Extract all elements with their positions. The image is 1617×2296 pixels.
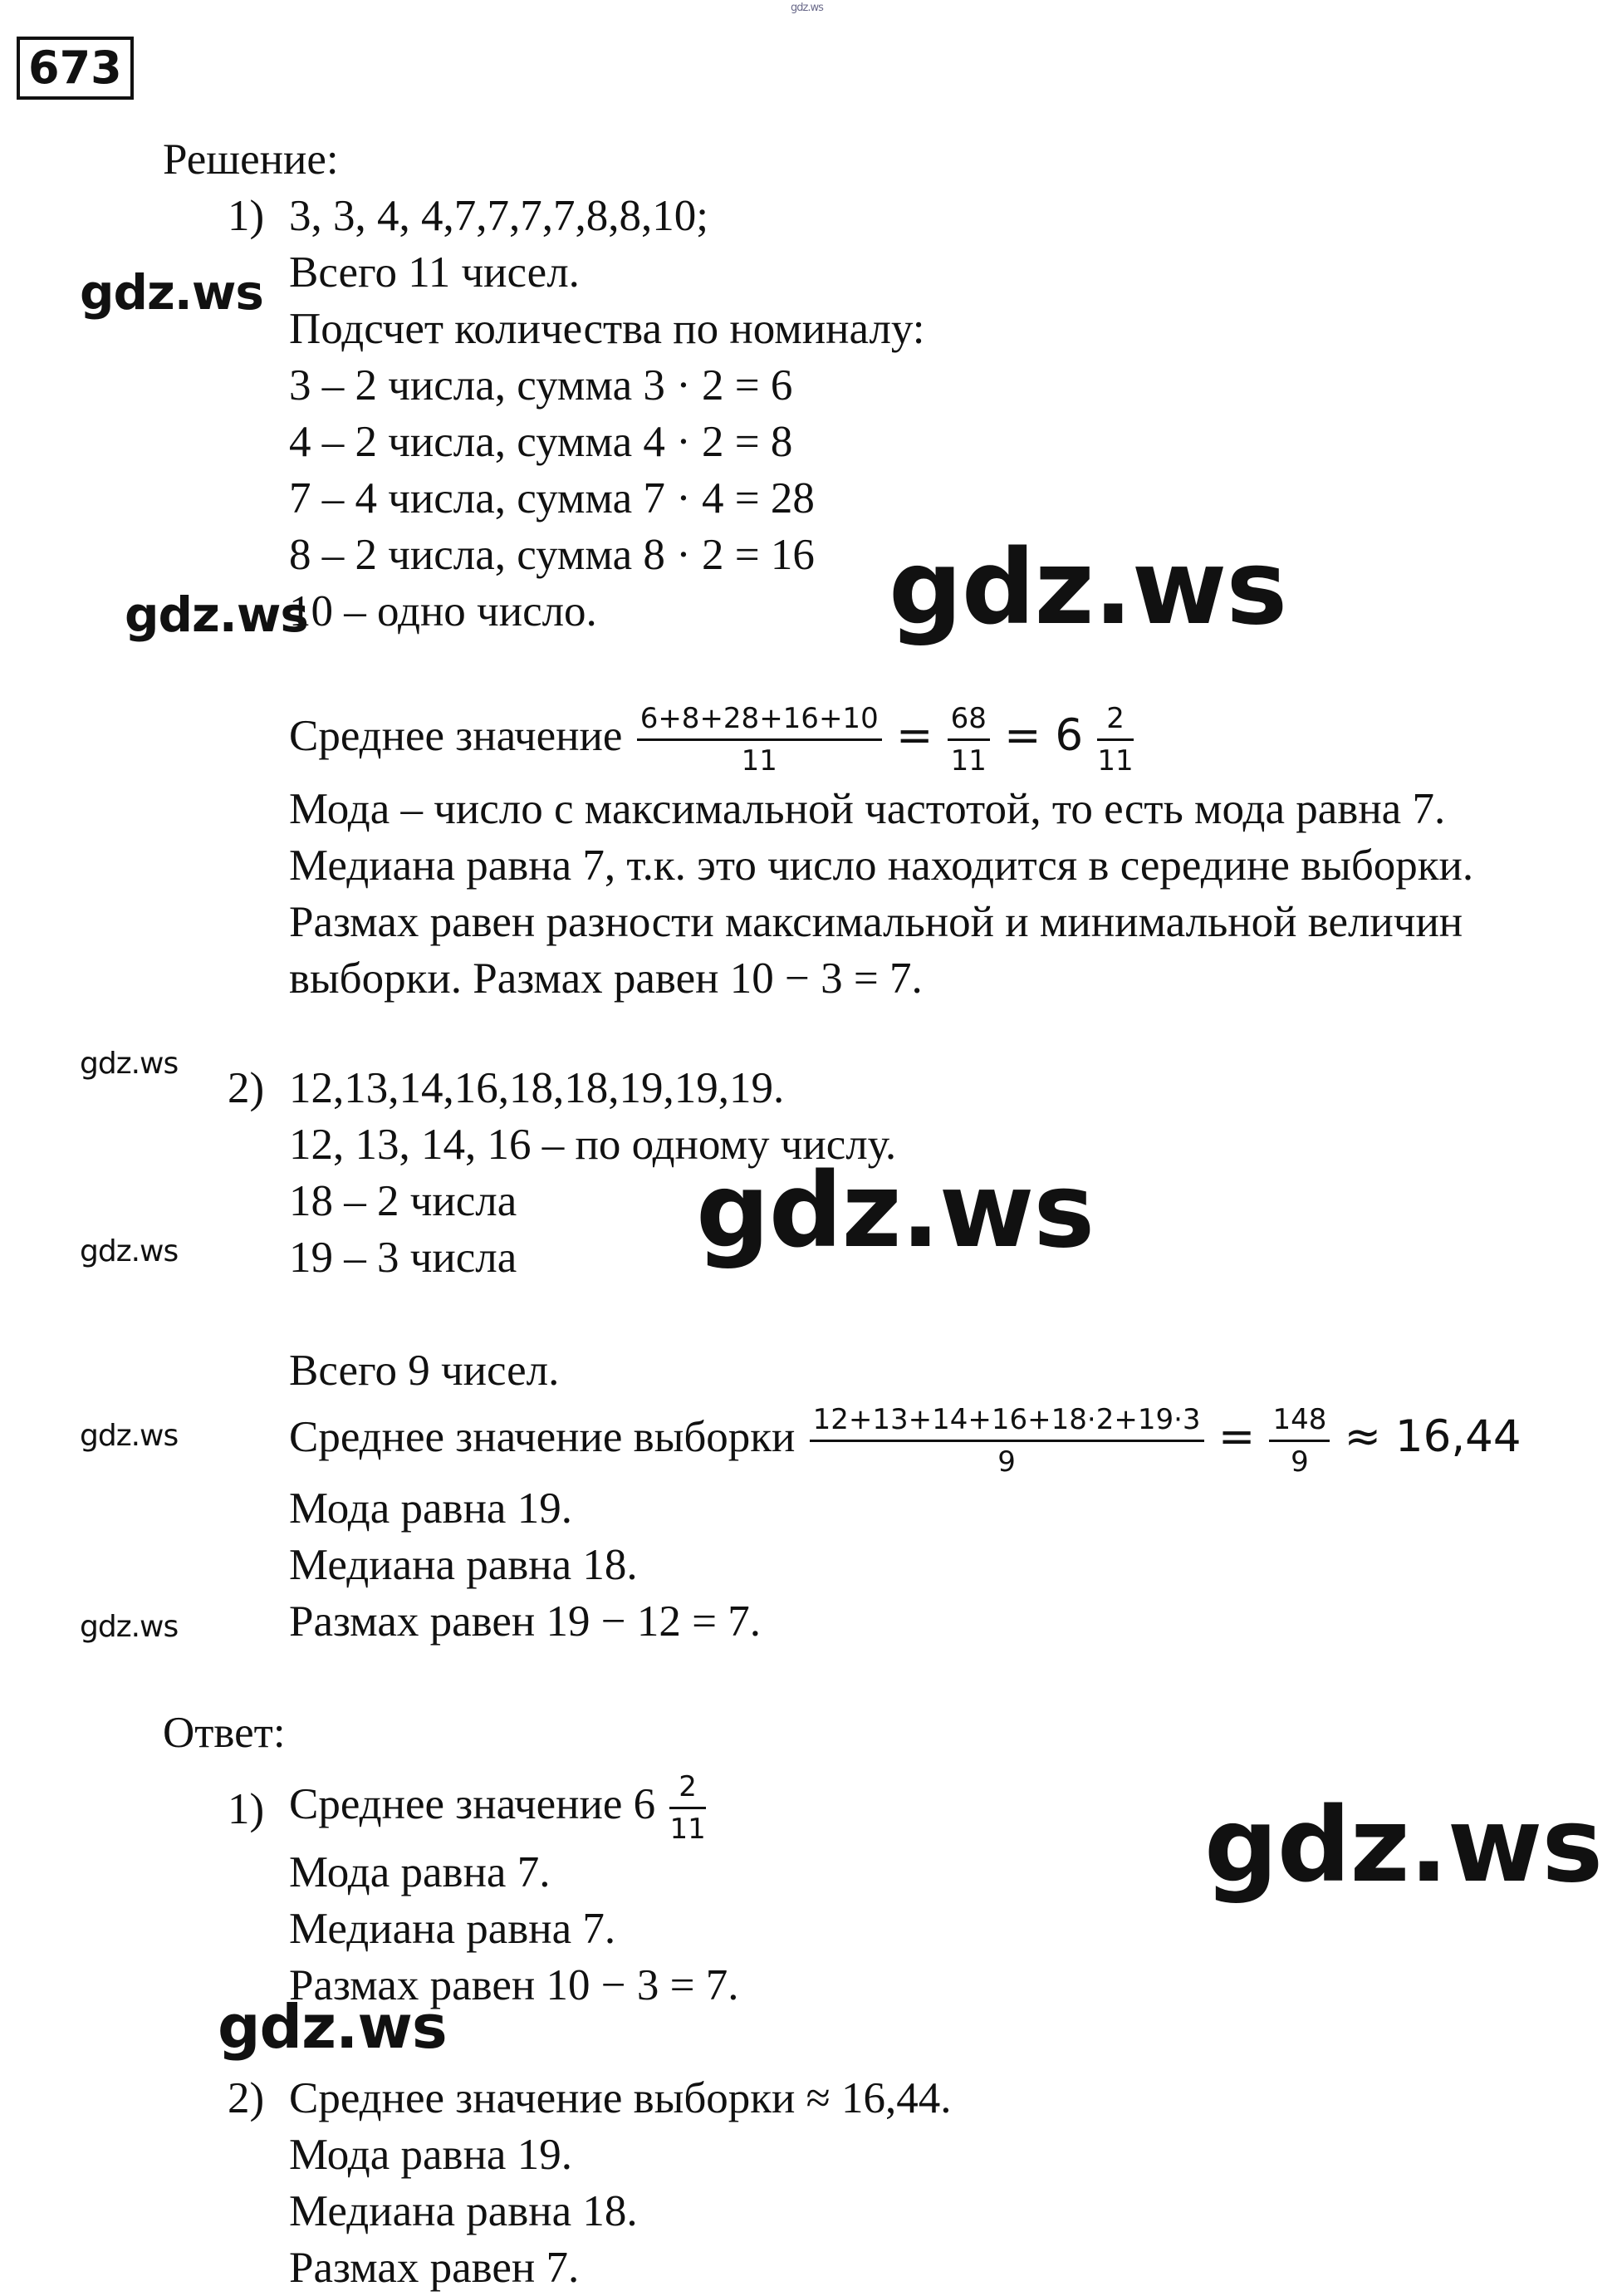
part2-line: 18 – 2 числа	[289, 1177, 517, 1225]
part2-line: 19 – 3 числа	[289, 1234, 517, 1282]
part1-after-line: Размах равен разности максимальной и минимальной величин	[289, 898, 1463, 946]
fraction-denominator: 11	[669, 1813, 706, 1847]
answer-part1-marker: 1)	[228, 1785, 265, 1833]
equals-sign: =	[1218, 1411, 1256, 1462]
result-fraction	[948, 702, 990, 778]
fraction-numerator: 6+8+28+16+10	[637, 702, 882, 741]
solution-heading: Решение:	[163, 135, 339, 184]
fraction-denominator: 11	[950, 744, 987, 778]
part2-after-line: Медиана равна 18.	[289, 1541, 638, 1589]
answer-part1-line: Мода равна 7.	[289, 1848, 551, 1896]
mean-label: Среднее значение выборки	[289, 1413, 796, 1461]
answer-part2-line: Среднее значение выборки ≈ 16,44.	[289, 2074, 952, 2122]
part1-line: 3 – 2 числа, сумма 3 · 2 = 6	[289, 361, 793, 410]
answer-part2-line: Мода равна 19.	[289, 2131, 572, 2179]
part2-line: 12,13,14,16,18,18,19,19,19.	[289, 1064, 785, 1112]
mixed-fraction	[669, 1770, 705, 1846]
fraction-numerator: 68	[948, 702, 990, 741]
part1-after-line: Мода – число с максимальной частотой, то есть мода равна 7.	[289, 785, 1446, 833]
result-fraction	[1269, 1403, 1330, 1479]
part1-line: 4 – 2 числа, сумма 4 · 2 = 8	[289, 418, 793, 466]
part1-line: Всего 11 чисел.	[289, 248, 580, 297]
mean-label: Среднее значение	[289, 712, 623, 760]
watermark: gdz.ws	[80, 1610, 179, 1644]
watermark: gdz.ws	[80, 1419, 179, 1453]
part2-after-line: Мода равна 19.	[289, 1484, 572, 1533]
answer-part2-marker: 2)	[228, 2074, 265, 2122]
part1-after-line: Медиана равна 7, т.к. это число находится в середине выборки.	[289, 841, 1474, 890]
part1-line: Подсчет количества по номиналу:	[289, 305, 925, 353]
part2-mean-formula	[289, 1396, 1521, 1479]
mean-fraction	[810, 1403, 1204, 1479]
fraction-denominator: 11	[741, 744, 777, 778]
watermark: gdz.ws	[696, 1151, 1095, 1271]
watermark: gdz.ws	[218, 1992, 447, 2062]
part1-line: 10 – одно число.	[289, 587, 597, 635]
part2-after-line: Размах равен 19 − 12 = 7.	[289, 1597, 762, 1646]
watermark: gdz.ws	[889, 528, 1287, 648]
part2-line: 12, 13, 14, 16 – по одному числу.	[289, 1121, 897, 1169]
answer-part1-mean	[289, 1763, 709, 1846]
fraction-denominator: 11	[1097, 744, 1134, 778]
part2-marker: 2)	[228, 1064, 265, 1112]
part1-marker: 1)	[228, 192, 265, 240]
fraction-denominator: 9	[997, 1445, 1016, 1479]
fraction-numerator: 2	[1097, 702, 1133, 741]
fraction-denominator: 9	[1291, 1445, 1309, 1479]
approx-value: ≈ 16,44	[1344, 1411, 1521, 1462]
watermark: gdz.ws	[80, 1234, 179, 1268]
part2-total: Всего 9 чисел.	[289, 1347, 560, 1395]
equals-whole: = 6	[1004, 710, 1084, 761]
watermark: gdz.ws	[125, 586, 308, 643]
watermark-top: gdz.ws	[791, 2, 823, 14]
part1-after-line: выборки. Размах равен 10 − 3 = 7.	[289, 954, 923, 1003]
watermark: gdz.ws	[1204, 1786, 1603, 1906]
answer-part1-line: Медиана равна 7.	[289, 1905, 616, 1953]
part1-line: 7 – 4 числа, сумма 7 · 4 = 28	[289, 474, 815, 522]
equals-sign: =	[895, 710, 933, 761]
mean-label: Среднее значение 6	[289, 1780, 656, 1828]
part1-line: 8 – 2 числа, сумма 8 · 2 = 16	[289, 531, 815, 579]
answer-part2-line: Медиана равна 18.	[289, 2187, 638, 2235]
part1-line: 3, 3, 4, 4,7,7,7,7,8,8,10;	[289, 192, 708, 240]
fraction-numerator: 2	[669, 1770, 705, 1809]
answer-heading: Ответ:	[163, 1709, 286, 1757]
fraction-numerator: 12+13+14+16+18·2+19·3	[810, 1403, 1204, 1442]
watermark: gdz.ws	[80, 264, 263, 321]
mean-fraction	[637, 702, 882, 778]
answer-part2-line: Размах равен 7.	[289, 2244, 580, 2292]
part1-mean-formula	[289, 694, 1137, 778]
watermark: gdz.ws	[80, 1047, 179, 1081]
mixed-fraction	[1097, 702, 1133, 778]
task-number: 673	[17, 37, 134, 100]
answer-part1-line: Размах равен 10 − 3 = 7.	[289, 1961, 739, 2009]
fraction-numerator: 148	[1269, 1403, 1330, 1442]
